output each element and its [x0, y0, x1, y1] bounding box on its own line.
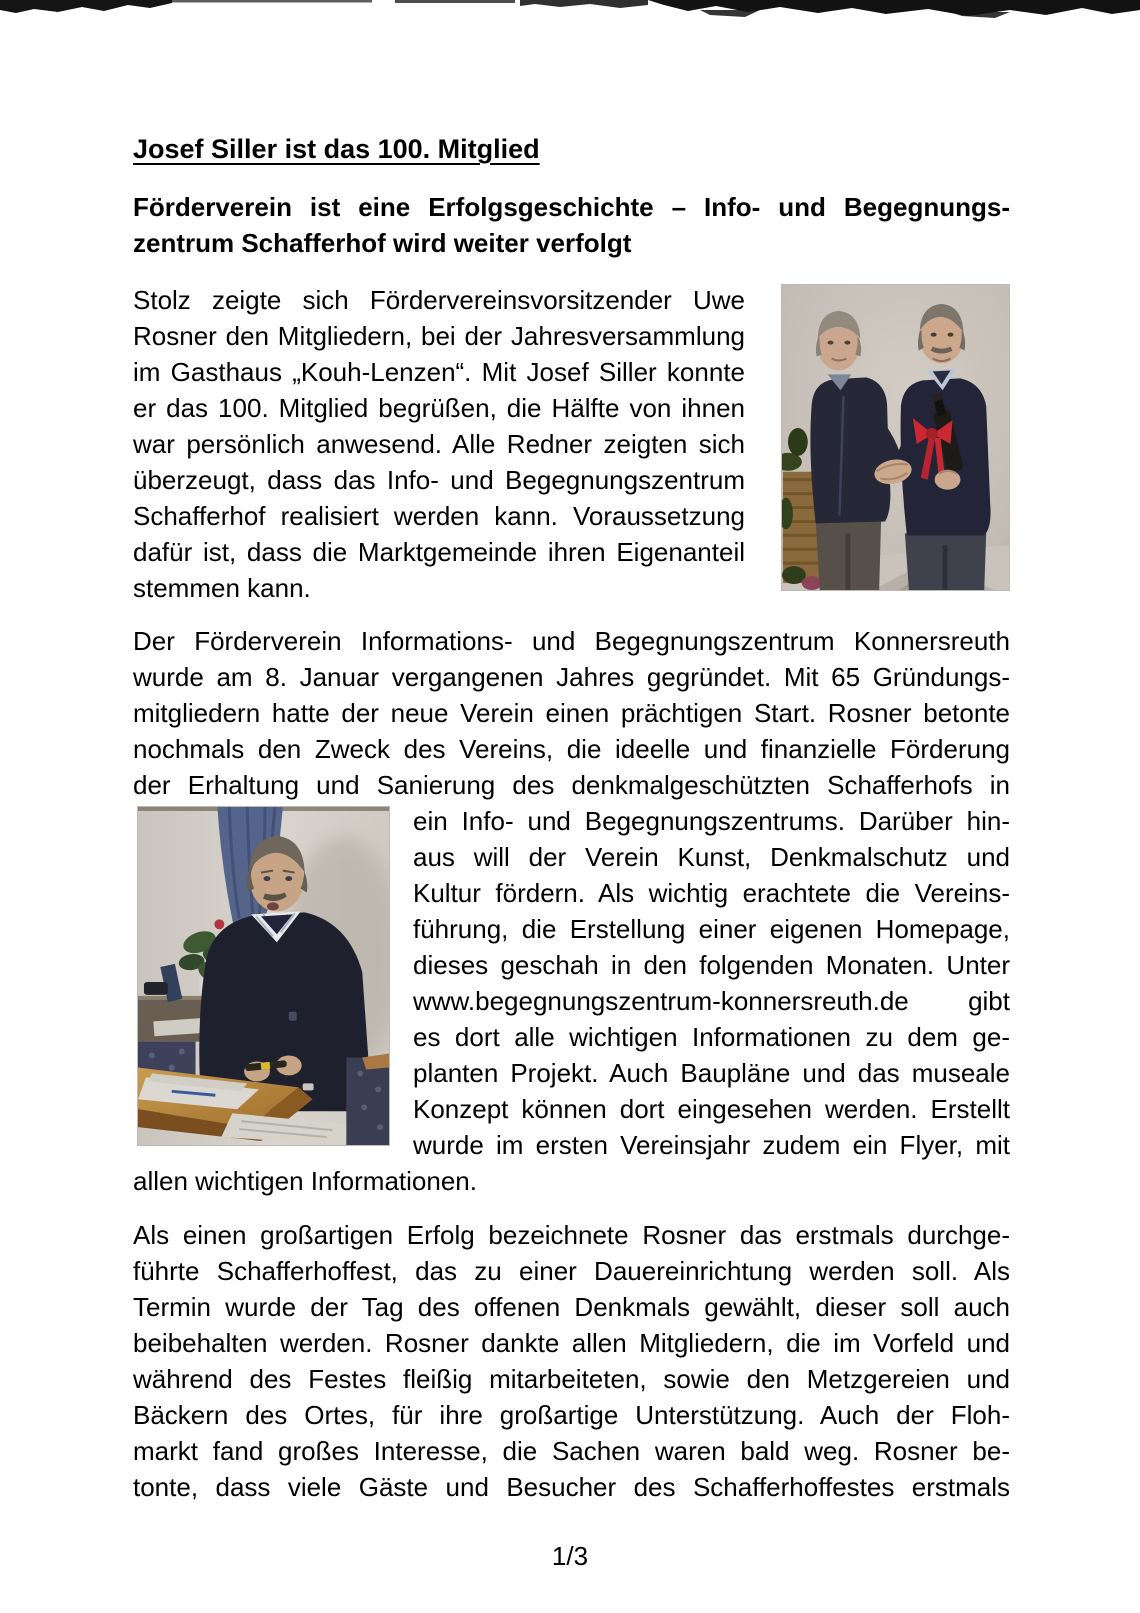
paragraph-2-wrap — [133, 803, 1010, 1199]
text-line: wurde im ersten Vereinsjahr zudem ein Flyer, mit — [413, 1130, 1010, 1160]
text-line: er das 100. Mitglied begrüßen, die Hälfte von ihnen — [133, 393, 745, 423]
text-line: Als einen großartigen Erfolg bezeichnete Rosner das erstmals durchge- — [133, 1220, 1010, 1250]
text-line: beibehalten werden. Rosner dankte allen Mitgliedern, die im Vorfeld und — [133, 1328, 1010, 1358]
text-line: dafür ist, dass die Marktgemeinde ihren Eigenanteil — [133, 537, 745, 567]
article — [133, 131, 1010, 1505]
photo-speaker-lectern — [137, 806, 390, 1146]
text-line: Förderverein ist eine Erfolgsgeschichte – Info- und Begegnungs- — [133, 192, 1010, 222]
text-line: überzeugt, dass das Info- und Begegnungszentrum — [133, 465, 745, 495]
article-title: Josef Siller ist das 100. Mitglied — [133, 134, 540, 164]
text-line: während des Festes fleißig mitarbeiteten, sowie den Metzgereien und — [133, 1364, 1010, 1394]
text-line: nochmals den Zweck des Vereins, die ideelle und finanzielle Förderung — [133, 734, 1010, 764]
text-line: dieses geschah in den folgenden Monaten. Unter — [413, 950, 1010, 980]
text-line: zentrum Schafferhof wird weiter verfolgt — [133, 228, 632, 258]
text-line: tonte, dass viele Gäste und Besucher des Schafferhoffestes erstmals — [133, 1472, 1010, 1502]
article-subtitle — [133, 189, 1010, 261]
text-line: markt fand großes Interesse, die Sachen waren bald weg. Rosner be- — [133, 1436, 1010, 1466]
text-line: aus will der Verein Kunst, Denkmalschutz und — [413, 842, 1010, 872]
paragraph-2-intro — [133, 623, 1010, 803]
paragraph-2-last-line: allen wichtigen Informationen. — [133, 1166, 477, 1196]
text-line: der Erhaltung und Sanierung des denkmalgeschützten Schafferhofs in — [133, 770, 1010, 800]
text-line: Der Förderverein Informations- und Begegnungszentrum Konnersreuth — [133, 626, 1010, 656]
text-line: Kultur fördern. Als wichtig erachtete die Vereins- — [413, 878, 1010, 908]
paragraph-1-text — [133, 282, 745, 606]
text-line: führte Schafferhoffest, das zu einer Dauereinrichtung werden soll. Als — [133, 1256, 1010, 1286]
text-line: planten Projekt. Auch Baupläne und das museale — [413, 1058, 1010, 1088]
text-line: Termin wurde der Tag des offenen Denkmals gewählt, dieser soll auch — [133, 1292, 1010, 1322]
text-line: www.begegnungszentrum-konnersreuth.de gibt — [413, 986, 1010, 1016]
photo-handshake — [781, 284, 1010, 591]
text-line: Rosner den Mitgliedern, bei der Jahresversammlung — [133, 321, 745, 351]
text-line: wurde am 8. Januar vergangenen Jahres gegründet. Mit 65 Gründungs- — [133, 662, 1010, 692]
page-number: 1/3 — [551, 1541, 589, 1571]
text-line: mitgliedern hatte der neue Verein einen prächtigen Start. Rosner betonte — [133, 698, 1010, 728]
text-line: stemmen kann. — [133, 573, 311, 603]
text-line: Stolz zeigte sich Fördervereinsvorsitzender Uwe — [133, 285, 745, 315]
text-line: führung, die Erstellung einer eigenen Homepage, — [413, 914, 1010, 944]
text-line: es dort alle wichtigen Informationen zu dem ge- — [413, 1022, 1010, 1052]
paragraph-1 — [133, 282, 1010, 606]
paragraph-3 — [133, 1217, 1010, 1505]
paragraph-2 — [133, 623, 1010, 1199]
text-line: im Gasthaus „Kouh-Lenzen“. Mit Josef Siller konnte — [133, 357, 745, 387]
text-line: Bäckern des Ortes, für ihre großartige Unterstützung. Auch der Floh- — [133, 1400, 1010, 1430]
text-line: war persönlich anwesend. Alle Redner zeigten sich — [133, 429, 745, 459]
text-line: Konzept können dort eingesehen werden. Erstellt — [413, 1094, 1010, 1124]
scan-edge-artifact — [0, 0, 1140, 20]
text-line: ein Info- und Begegnungszentrums. Darüber hin- — [413, 806, 1010, 836]
text-line: Schafferhof realisiert werden kann. Voraussetzung — [133, 501, 745, 531]
